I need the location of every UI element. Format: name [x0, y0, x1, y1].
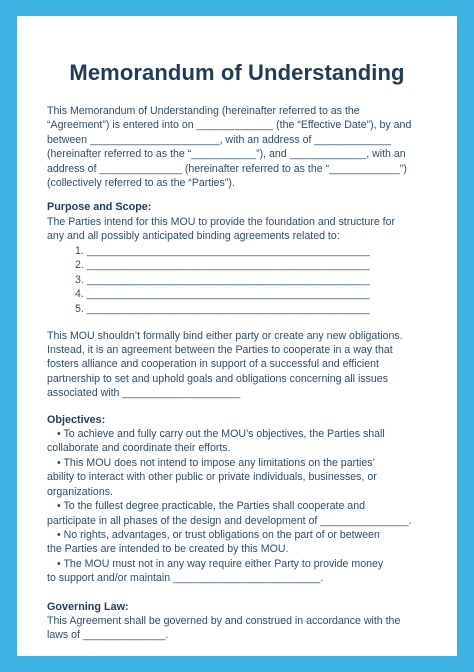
intro-paragraph [47, 104, 457, 190]
document-page [17, 16, 457, 656]
purpose-list [47, 244, 457, 317]
intro-line: (collectively referred to as the “Parties”). [47, 177, 235, 190]
intro-line: address of ______________ (hereinafter referred to as the “____________”) [47, 162, 407, 175]
objective-line: the Parties are intended to be created by this MOU. [47, 543, 289, 556]
purpose-heading: Purpose and Scope: [47, 201, 152, 214]
intro-line: between ______________________, with an address of _____________ [47, 133, 392, 146]
purpose-list-item: 3. ________________________________________________ [75, 273, 370, 286]
objective-line: to support and/or maintain _________________________. [47, 572, 324, 585]
intro-line: This Memorandum of Understanding (hereinafter referred to as the [47, 105, 360, 117]
objectives-section [47, 413, 457, 586]
governing-law-heading: Governing Law: [47, 600, 129, 613]
objective-line: collaborate and coordinate their efforts. [47, 442, 231, 455]
objective-line: • To the fullest degree practicable, the Parties shall cooperate and [57, 500, 365, 513]
purpose-list-item: 4. ________________________________________________ [75, 288, 370, 301]
document-title: Memorandum of Understanding [69, 60, 405, 85]
cooperation-line: partnership to set and uphold goals and obligations concerning all issues [47, 372, 388, 385]
cooperation-line: Instead, it is an agreement between the Parties to cooperate in a way that [47, 344, 393, 357]
governing-law-line: laws of ______________. [47, 629, 169, 642]
purpose-section [47, 200, 457, 400]
intro-line: “Agreement”) is entered into on _____________ (the “Effective Date”), by and [47, 119, 412, 132]
cooperation-paragraph [47, 329, 457, 401]
purpose-list-item: 5. ________________________________________________ [75, 303, 370, 316]
objective-line: • To achieve and fully carry out the MOU’s objectives, the Parties shall [57, 428, 385, 441]
intro-line: (hereinafter referred to as the “___________”), and _____________, with an [47, 148, 406, 161]
objective-line: organizations. [47, 485, 113, 498]
purpose-list-item: 1. ________________________________________________ [75, 244, 370, 257]
objective-line: • The MOU must not in any way require either Party to provide money [57, 557, 384, 570]
objective-line: • This MOU does not intend to impose any limitations on the parties’ [57, 456, 375, 469]
cooperation-line: This MOU shouldn’t formally bind either party or create any new obligations. [47, 329, 403, 342]
purpose-line: The Parties intend for this MOU to provide the foundation and structure for [47, 215, 396, 228]
objective-line: participate in all phases of the design and development of _______________. [47, 514, 412, 527]
cooperation-line: associated with ____________________ [47, 387, 241, 400]
governing-law-line: This Agreement shall be governed by and construed in accordance with the [47, 614, 401, 627]
purpose-list-item: 2. ________________________________________________ [75, 259, 370, 272]
objectives-heading: Objectives: [47, 413, 106, 426]
cooperation-line: fosters alliance and cooperation in support of a successful and efficient [47, 358, 379, 371]
objective-line: ability to interact with other public or private individuals, businesses, or [47, 471, 377, 484]
purpose-line: any and all possibly anticipated binding agreements related to: [47, 230, 340, 243]
objective-line: • No rights, advantages, or trust obligations on the part of or between [57, 528, 380, 541]
governing-law-section [47, 600, 457, 643]
